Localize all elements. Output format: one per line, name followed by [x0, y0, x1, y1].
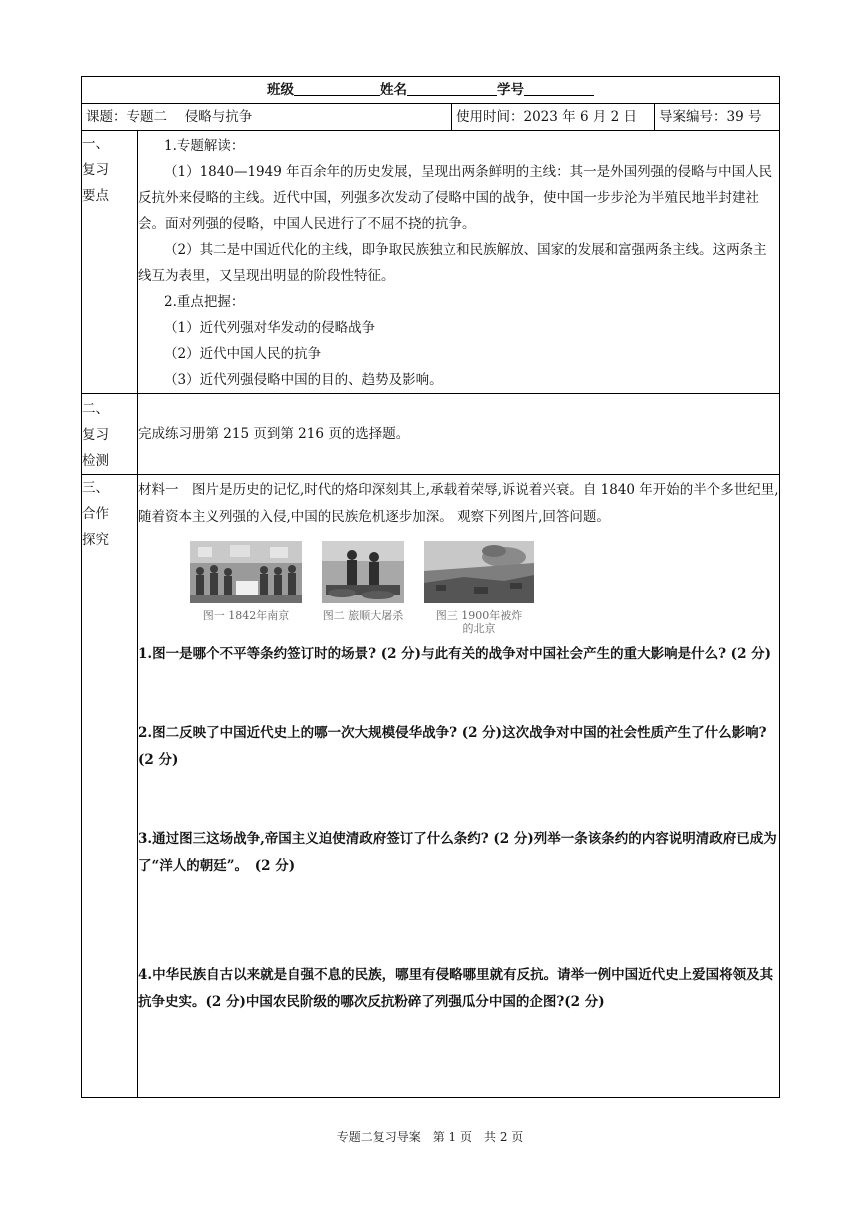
- section1-label-line: 要点: [82, 188, 109, 204]
- figure-1: [190, 541, 302, 635]
- id-blank[interactable]: [524, 77, 594, 96]
- key-point-item: （3）近代列强侵略中国的目的、趋势及影响。: [164, 372, 443, 388]
- section3-label-line: 合作: [82, 506, 109, 522]
- review-exercise-text: 完成练习册第 215 页到第 216 页的选择题。: [138, 426, 410, 442]
- answer-space-3[interactable]: [138, 880, 779, 962]
- usage-time-cell: 使用时间：2023 年 6 月 2 日: [452, 104, 655, 131]
- section3-content: [138, 475, 780, 1098]
- section1-content: [138, 131, 780, 394]
- guide-number-cell: 导案编号：39 号: [655, 104, 780, 131]
- figure-2: [322, 541, 404, 635]
- photo-row: [138, 531, 779, 635]
- student-info-row: [82, 77, 780, 104]
- section1-label: [82, 131, 138, 394]
- interpretation-paragraph-1: （1）1840—1949 年百余年的历史发展，呈现出两条鲜明的主线：其一是外国列强的侵略与中国人民反抗外来侵略的主线。近代中国，列强多次发动了侵略中国的战争，使中国一步步沦为半殖民地半封建社会。面对列强的侵略，中国人民进行了不屈不挠的抗争。: [138, 164, 773, 232]
- figure-1-caption: 图一 1842年南京: [202, 609, 290, 622]
- section2-label-line: 二、: [82, 401, 109, 417]
- lushun-massacre-photo: [322, 541, 404, 603]
- section2-label-line: 检测: [82, 453, 109, 469]
- section1-label-line: 一、: [82, 136, 109, 152]
- worksheet-table: [81, 76, 780, 1098]
- topic-interpretation-heading: 1.专题解读：: [164, 138, 245, 154]
- section3-label: [82, 475, 138, 1098]
- section1-label-line: 复习: [82, 162, 109, 178]
- figure-2-caption: 图二 旅顺大屠杀: [322, 609, 404, 622]
- class-label: 班级: [267, 82, 294, 98]
- key-point-item: （2）近代中国人民的抗争: [164, 346, 322, 362]
- key-points-heading: 2.重点把握：: [164, 294, 245, 310]
- answer-space-2[interactable]: [138, 774, 779, 826]
- question-1: 1.图一是哪个不平等条约签订时的场景? (2 分)与此有关的战争对中国社会产生的重大影响是什么? (2 分): [138, 646, 772, 662]
- page-footer: 专题二复习导案 第 1 页 共 2 页: [336, 1130, 524, 1144]
- answer-space-1[interactable]: [138, 668, 779, 720]
- figure-3-caption: 图三 1900年被炸 的北京: [435, 609, 523, 635]
- nanjing-1842-photo: [190, 541, 302, 603]
- figure-3: [424, 541, 534, 635]
- key-point-item: （1）近代列强对华发动的侵略战争: [164, 320, 376, 336]
- answer-space-4[interactable]: [138, 1016, 779, 1076]
- name-blank[interactable]: [407, 77, 497, 96]
- section2-label-line: 复习: [82, 427, 109, 443]
- question-4: 4.中华民族自古以来就是自强不息的民族，哪里有侵略哪里就有反抗。请举一例中国近代史上爱国将领及其抗争史实。(2 分)中国农民阶级的哪次反抗粉碎了列强瓜分中国的企图?(2 分): [138, 967, 774, 1010]
- class-blank[interactable]: [294, 77, 380, 96]
- question-2: 2.图二反映了中国近代史上的哪一次大规模侵华战争? (2 分)这次战争对中国的社会性质产生了什么影响?(2 分): [138, 725, 767, 768]
- name-label: 姓名: [380, 82, 407, 98]
- beijing-1900-photo: [424, 541, 534, 603]
- topic-cell: 课题：专题二 侵略与抗争: [82, 104, 452, 131]
- id-label: 学号: [497, 82, 524, 98]
- section2-content: [138, 394, 780, 475]
- section2-label: [82, 394, 138, 475]
- section3-label-line: 探究: [82, 532, 109, 548]
- question-3: 3.通过图三这场战争,帝国主义迫使清政府签订了什么条约? (2 分)列举一条该条约的内容说明清政府已成为了“洋人的朝廷”。 (2 分): [138, 831, 777, 874]
- section3-label-line: 三、: [82, 480, 109, 496]
- interpretation-paragraph-2: （2）其二是中国近代化的主线，即争取民族独立和民族解放、国家的发展和富强两条主线。这两条主线互为表里，又呈现出明显的阶段性特征。: [138, 242, 767, 284]
- material-one-text: 材料一 图片是历史的记忆,时代的烙印深刻其上,承载着荣辱,诉说着兴衰。自 1840 年开始的半个多世纪里,随着资本主义列强的入侵,中国的民族危机逐步加深。 观察下列图片,回答问题。: [138, 482, 779, 525]
